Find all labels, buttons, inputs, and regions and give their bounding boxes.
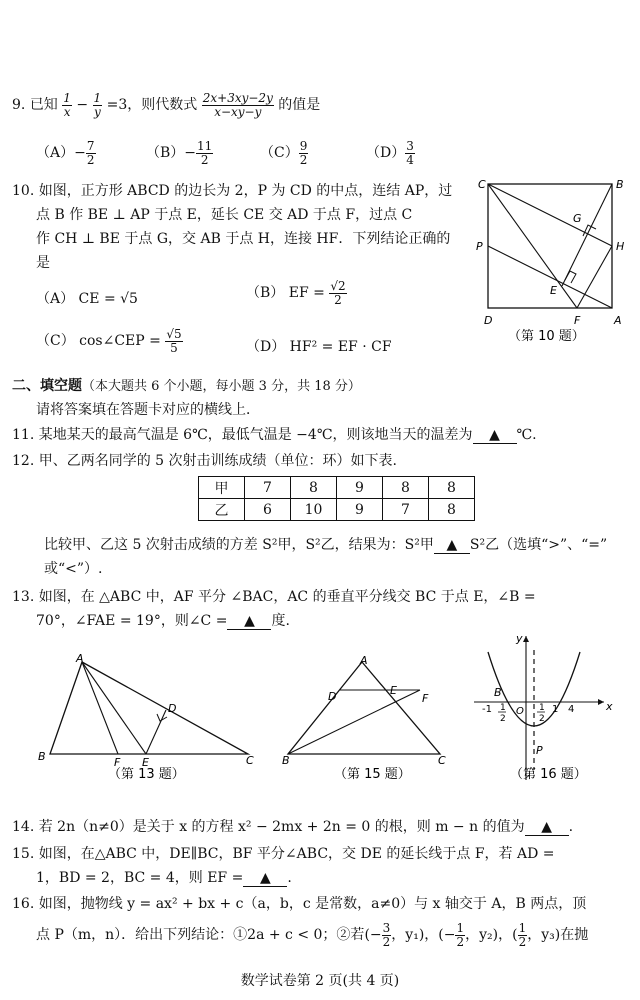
f13-caption: （第 13 题） [108,767,185,782]
q10-label-g: G [573,212,582,225]
f15-label-d: D [328,690,337,703]
q10-label-d: D [484,314,493,327]
q16-line2: 点 P（m，n）．给出下列结论：①2a + c < 0；②若(− $\frac{3}{2}$ ，y₁)，(− $\frac{1}{2}$ ，y₂)，( $\frac{1}{2}$ ，y₃)在抛 [36,921,589,949]
f13-label-a: A [76,652,84,665]
q9-option-b: （B）− $\frac{11}{2}$ [146,139,213,167]
section2-heading: 二、填空题（本大题共 6 个小题，每小题 3 分，共 18 分） [12,378,361,394]
f15-label-c: C [438,754,446,767]
q10-label-a: A [614,314,622,327]
q10-caption: （第 10 题） [508,329,585,344]
q10-label-b: B [616,178,624,191]
q15-line1: 15. 如图，在△ABC 中，DE∥BC，BF 平分∠ABC，交 DE 的延长线于点 F，若 AD = [12,846,555,862]
f16-label-x: x [606,700,613,713]
q12-compare-line2: 或“<”）. [44,561,103,577]
q12-compare-line1: 比较甲、乙这 5 次射击成绩的方差 S²甲，S²乙，结果为：S²甲 ▲ S²乙（选填“>”、“=” [44,537,608,553]
section2-instruction: 请将答案填在答题卡对应的横线上． [36,402,260,418]
q9-option-d: （D） $\frac{3}{4}$ [366,139,414,167]
q13-line1: 13. 如图，在 △ABC 中，AF 平分 ∠BAC，AC 的垂直平分线交 BC 于点 E，∠B = [12,589,536,605]
f15-label-b: B [282,754,290,767]
q10-label-h: H [616,240,625,253]
f13-label-b: B [38,750,46,763]
q10-figure [470,176,630,346]
q10-label-c: C [478,178,486,191]
q10-stem-line1: 10. 如图，正方形 ABCD 的边长为 2，P 为 CD 的中点，连结 AP，过 [12,183,453,199]
f13-label-e: E [142,756,149,769]
q16-line1: 16. 如图，抛物线 y = ax² + bx + c（a，b，c 是常数，a≠0）与 x 轴交于 A，B 两点，顶 [12,896,587,912]
f13-label-d: D [168,702,177,715]
f16-label-p: P [536,744,543,757]
q11: 11. 某地某天的最高气温是 6℃，最低气温是 −4℃，则该地当天的温差为 ▲ ℃. [12,427,537,443]
page-footer: 数学试卷第 2 页(共 4 页) [240,973,400,989]
q10-label-f: F [574,314,581,327]
q13-line2: 70°，∠FAE = 19°，则∠C = ▲ 度. [36,613,290,629]
q10-option-c: （C） cos∠CEP = $\frac{√5}{5}$ [36,327,182,355]
q9-option-a: （A）− $\frac{7}{2}$ [36,139,95,167]
q10-option-d: （D） HF² = EF · CF [246,339,392,355]
q9-option-c: （C） $\frac{9}{2}$ [260,139,308,167]
q10-stem-line2: 点 B 作 BE ⊥ AP 于点 E，延长 CE 交 AD 于点 F，过点 C [36,207,413,223]
f15-label-e: E [390,684,397,697]
f16-tick-4: 4 [568,704,575,715]
q9-stem: 9. 已知 $\frac{1}{x}$ − $\frac{1}{y}$ =3，则代数式 $\frac{2x+3xy-2y}{x-xy-y}$ 的值是 [12,91,321,119]
figure-16 [470,630,620,790]
figure-13 [34,652,264,787]
f16-tick-half-num: 1 [539,703,545,713]
f16-tick-half-den: 2 [539,714,545,724]
f16-tick-1: 1 [552,704,559,715]
f16-label-y: y [516,632,523,645]
q15-line2: 1，BD = 2，BC = 4，则 EF = ▲ . [36,870,292,886]
figure-15 [280,652,460,787]
q10-stem-line3: 作 CH ⊥ BE 于点 G，交 AB 于点 H，连接 HF．下列结论正确的 [36,231,451,247]
q10-label-e: E [550,284,557,297]
f13-label-f: F [114,756,121,769]
f15-caption: （第 15 题） [334,767,411,782]
f16-caption: （第 16 题） [510,767,587,782]
f16-label-o: O [516,706,524,717]
q14: 14. 若 2n（n≠0）是关于 x 的方程 x² − 2mx + 2n = 0 的根，则 m − n 的值为 ▲ . [12,819,574,835]
f16-tick-neg1: -1 [482,704,492,715]
table-row: 乙 6 10 9 7 8 [199,499,475,521]
q12-score-table [198,476,475,521]
f16-label-b: B [494,686,502,699]
q10-label-p: P [476,240,483,253]
f15-label-f: F [422,692,429,705]
f15-label-a: A [360,654,368,667]
table-row: 甲 7 8 9 8 8 [199,477,475,499]
f13-label-c: C [246,754,254,767]
q12-stem: 12. 甲、乙两名同学的 5 次射击训练成绩（单位：环）如下表. [12,453,397,469]
q10-stem-line4: 是 [36,255,50,271]
f16-tick-neg-half-num: 1 [500,703,506,713]
q10-option-a: （A） CE = √5 [36,291,138,307]
f16-tick-neg-half-den: 2 [500,714,506,724]
q10-option-b: （B） EF = $\frac{√2}{2}$ [246,279,346,307]
